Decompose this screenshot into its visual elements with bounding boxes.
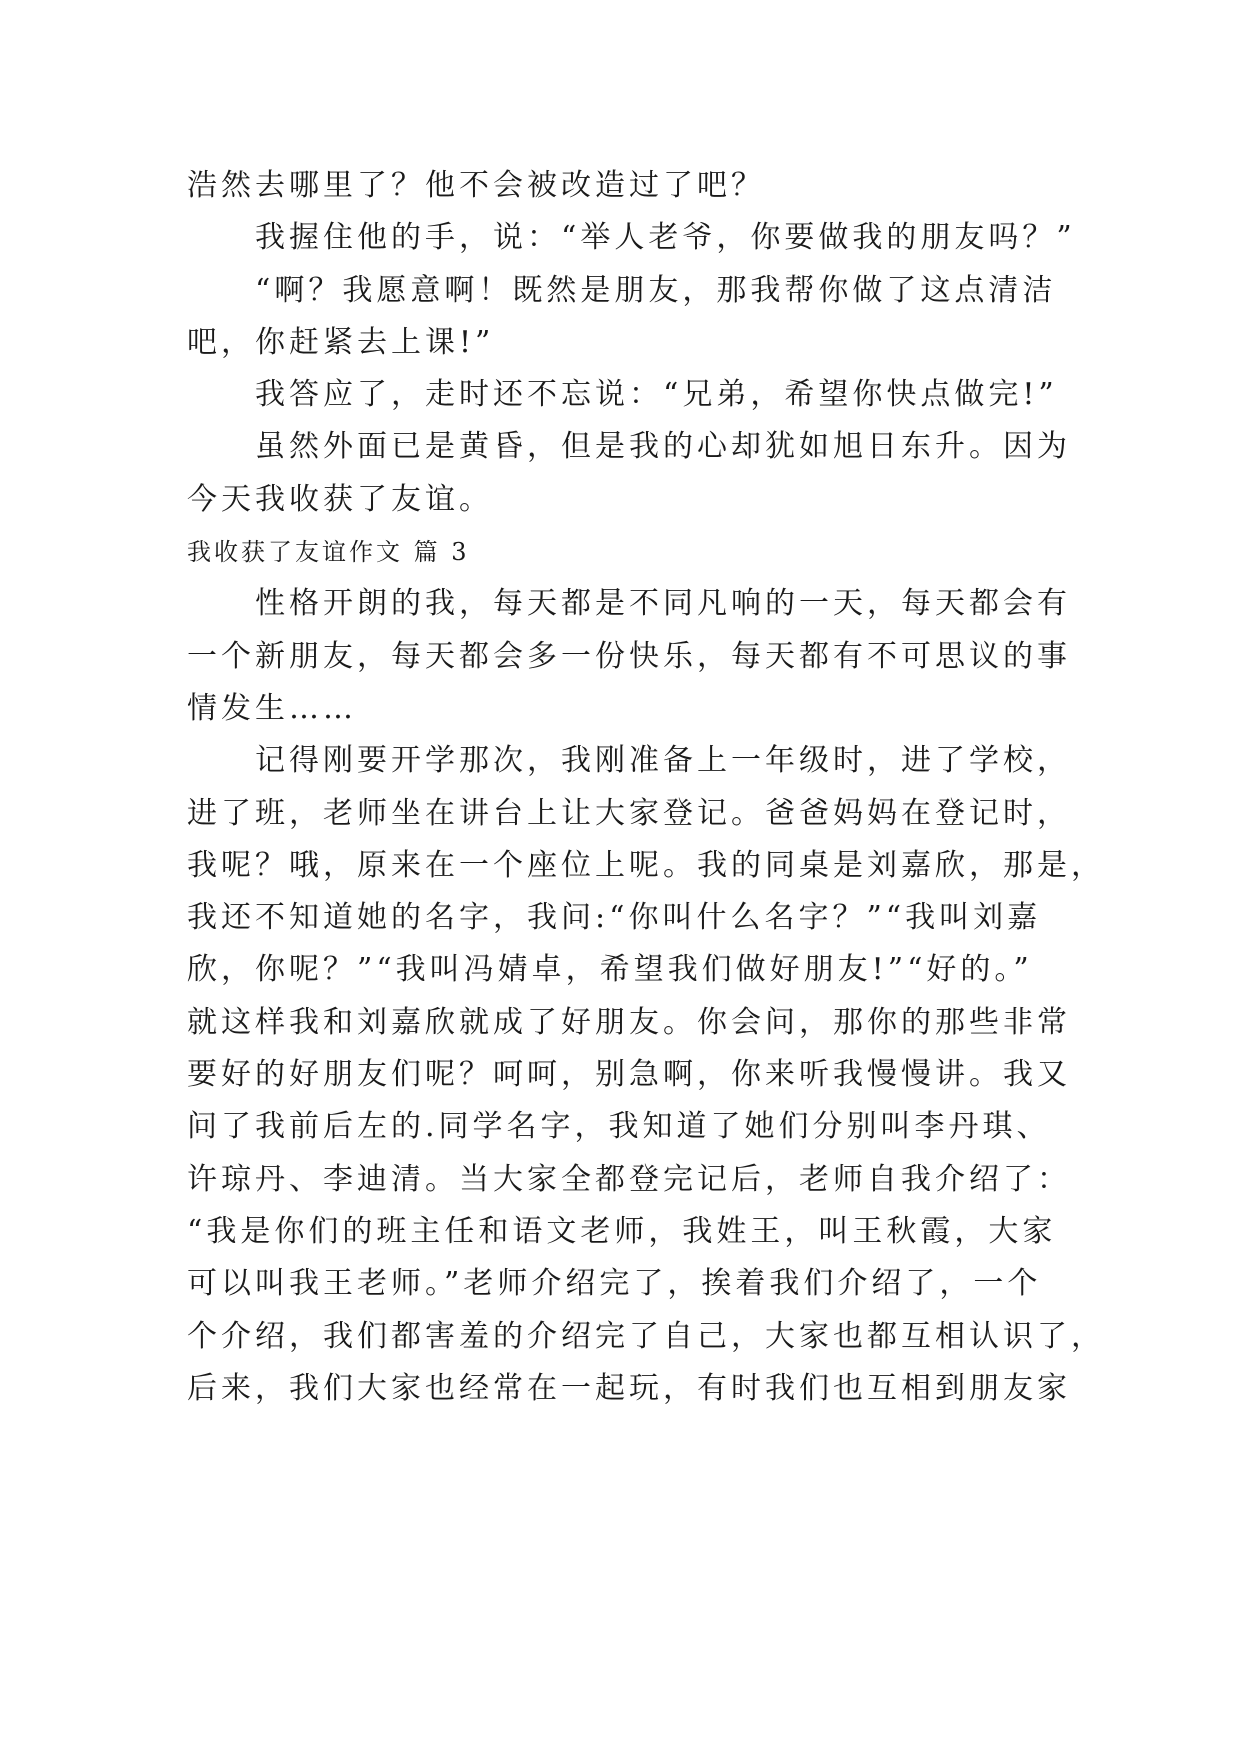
text-line: 就这样我和刘嘉欣就成了好朋友。你会问，那你的那些非常 [187,1004,1071,1040]
text-line: 我握住他的手，说：“举人老爷，你要做我的朋友吗？” [255,220,1076,256]
text-line: “啊？我愿意啊！既然是朋友，那我帮你做了这点清洁 [255,272,1057,308]
text-line: 情发生…… [187,690,357,726]
text-line: 记得刚要开学那次，我刚准备上一年级时，进了学校， [255,743,1071,779]
text-line: 吧，你赶紧去上课!” [187,324,495,360]
text-line: 今天我收获了友谊。 [187,481,493,517]
text-line: 后来，我们大家也经常在一起玩，有时我们也互相到朋友家 [187,1370,1071,1406]
text-line: “我是你们的班主任和语文老师，我姓王，叫王秋霞，大家 [187,1213,1057,1249]
text-line: 我还不知道她的名字，我问:“你叫什么名字？”“我叫刘嘉 [187,900,1042,936]
text-line: 要好的好朋友们呢？呵呵，别急啊，你来听我慢慢讲。我又 [187,1057,1071,1093]
text-line: 进了班，老师坐在讲台上让大家登记。爸爸妈妈在登记时， [187,795,1071,831]
section-heading: 我收获了友谊作文 篇 3 [187,538,470,567]
text-line: 可以叫我王老师。”老师介绍完了，挨着我们介绍了，一个 [187,1266,1042,1302]
text-line: 一个新朋友，每天都会多一份快乐，每天都有不可思议的事 [187,638,1071,674]
text-line: 性格开朗的我，每天都是不同凡响的一天，每天都会有 [255,586,1071,622]
text-line: 我呢？哦，原来在一个座位上呢。我的同桌是刘嘉欣，那是， [187,847,1105,883]
text-line: 虽然外面已是黄昏，但是我的心却犹如旭日东升。因为 [255,429,1071,465]
text-line: 浩然去哪里了？他不会被改造过了吧？ [187,168,765,203]
text-line: 个介绍，我们都害羞的介绍完了自己，大家也都互相认识了， [187,1318,1105,1354]
text-line: 问了我前后左的.同学名字，我知道了她们分别叫李丹琪、 [187,1109,1051,1145]
text-line: 我答应了，走时还不忘说：“兄弟，希望你快点做完!” [255,377,1058,413]
document-body [187,160,1105,1415]
text-line: 欣，你呢？”“我叫冯婧卓，希望我们做好朋友!”“好的。” [187,952,1033,988]
text-line: 许琼丹、李迪清。当大家全都登完记后，老师自我介绍了： [187,1161,1071,1197]
